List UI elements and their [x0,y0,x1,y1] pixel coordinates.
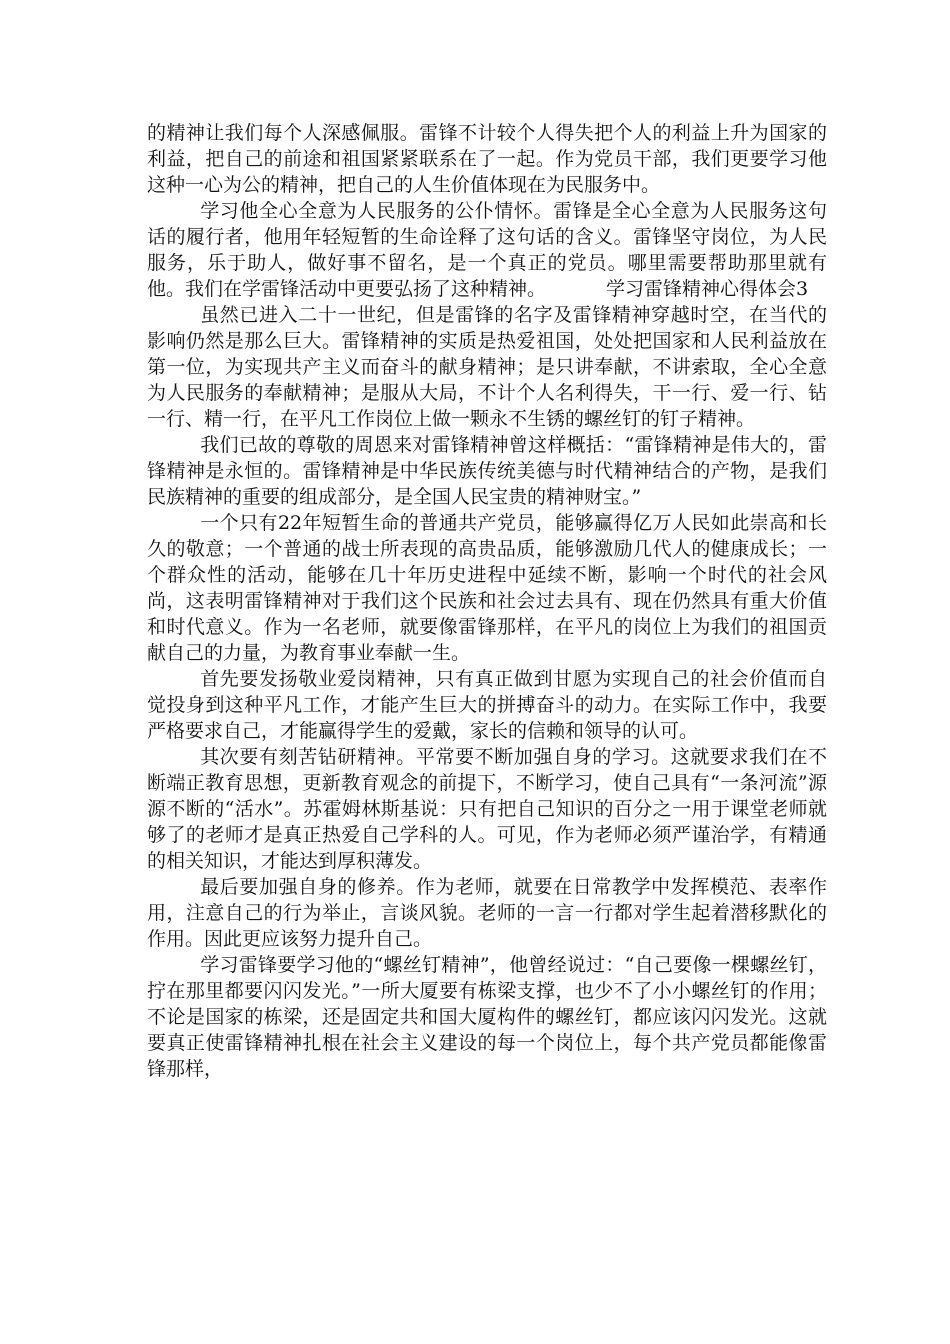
section-heading: 学习雷锋精神心得体会3 [606,278,809,300]
paragraph-1: 的精神让我们每个人深感佩服。雷锋不计较个人得失把个人的利益上升为国家的利益，把自己的前途和祖国紧紧联系在了一起。作为党员干部，我们更要学习他这种一心为公的精神，把自己的人生价值体现在为民服务中。 [147,122,827,196]
document-body [147,120,827,1082]
paragraph-5: 一个只有22年短暂生命的普通共产党员，能够赢得亿万人民如此崇高和长久的敬意；一个普通的战士所表现的高贵品质，能够激励几代人的健康成长；一个群众性的活动，能够在几十年历史进程中延续不断，影响一个时代的社会风尚，这表明雷锋精神对于我们这个民族和社会过去具有、现在仍然具有重大价值和时代意义。作为一名老师，就要像雷锋那样，在平凡的岗位上为我们的祖国贡献自己的力量，为教育事业奉献一生。 [147,512,827,664]
paragraph-3: 虽然已进入二十一世纪，但是雷锋的名字及雷锋精神穿越时空，在当代的影响仍然是那么巨大。雷锋精神的实质是热爱祖国，处处把国家和人民利益放在第一位，为实现共产主义而奋斗的献身精神；是只讲奉献，不讲索取，全心全意为人民服务的奉献精神；是服从大局，不计个人名利得失，干一行、爱一行、钻一行、精一行，在平凡工作岗位上做一颗永不生锈的螺丝钉的钉子精神。 [147,304,827,430]
paragraph-4: 我们已故的尊敬的周恩来对雷锋精神曾这样概括：“雷锋精神是伟大的，雷锋精神是永恒的。雷锋精神是中华民族传统美德与时代精神结合的产物，是我们民族精神的重要的组成部分，是全国人民宝贵的精神财宝。” [147,434,827,508]
paragraph-6: 首先要发扬敬业爱岗精神，只有真正做到甘愿为实现自己的社会价值而自觉投身到这种平凡工作，才能产生巨大的拼搏奋斗的动力。在实际工作中，我要严格要求自己，才能赢得学生的爱戴，家长的信赖和领导的认可。 [147,668,827,742]
paragraph-8: 最后要加强自身的修养。作为老师，就要在日常教学中发挥模范、表率作用，注意自己的行为举止，言谈风貌。老师的一言一行都对学生起着潜移默化的作用。因此更应该努力提升自己。 [147,876,827,950]
paragraph-2-text: 学习他全心全意为人民服务的公仆情怀。雷锋是全心全意为人民服务这句话的履行者，他用年轻短暂的生命诠释了这句话的含义。雷锋坚守岗位，为人民服务，乐于助人，做好事不留名，是一个真正的党员。哪里需要帮助那里就有他。我们在学雷锋活动中更要弘扬了这种精神。 [147,200,827,300]
paragraph-2 [147,198,827,302]
paragraph-9: 学习雷锋要学习他的“螺丝钉精神”，他曾经说过：“自己要像一棵螺丝钉，拧在那里都要闪闪发光。”一所大厦要有栋梁支撑，也少不了小小螺丝钉的作用；不论是国家的栋梁，还是固定共和国大厦构件的螺丝钉，都应该闪闪发光。这就要真正使雷锋精神扎根在社会主义建设的每一个岗位上，每个共产党员都能像雷锋那样， [147,954,827,1080]
paragraph-7: 其次要有刻苦钻研精神。平常要不断加强自身的学习。这就要求我们在不断端正教育思想，更新教育观念的前提下，不断学习，使自己具有“一条河流”源源不断的“活水”。苏霍姆林斯基说：只有把自己知识的百分之一用于课堂老师就够了的老师才是真正热爱自己学科的人。可见，作为老师必须严谨治学，有精通的相关知识，才能达到厚积薄发。 [147,746,827,872]
